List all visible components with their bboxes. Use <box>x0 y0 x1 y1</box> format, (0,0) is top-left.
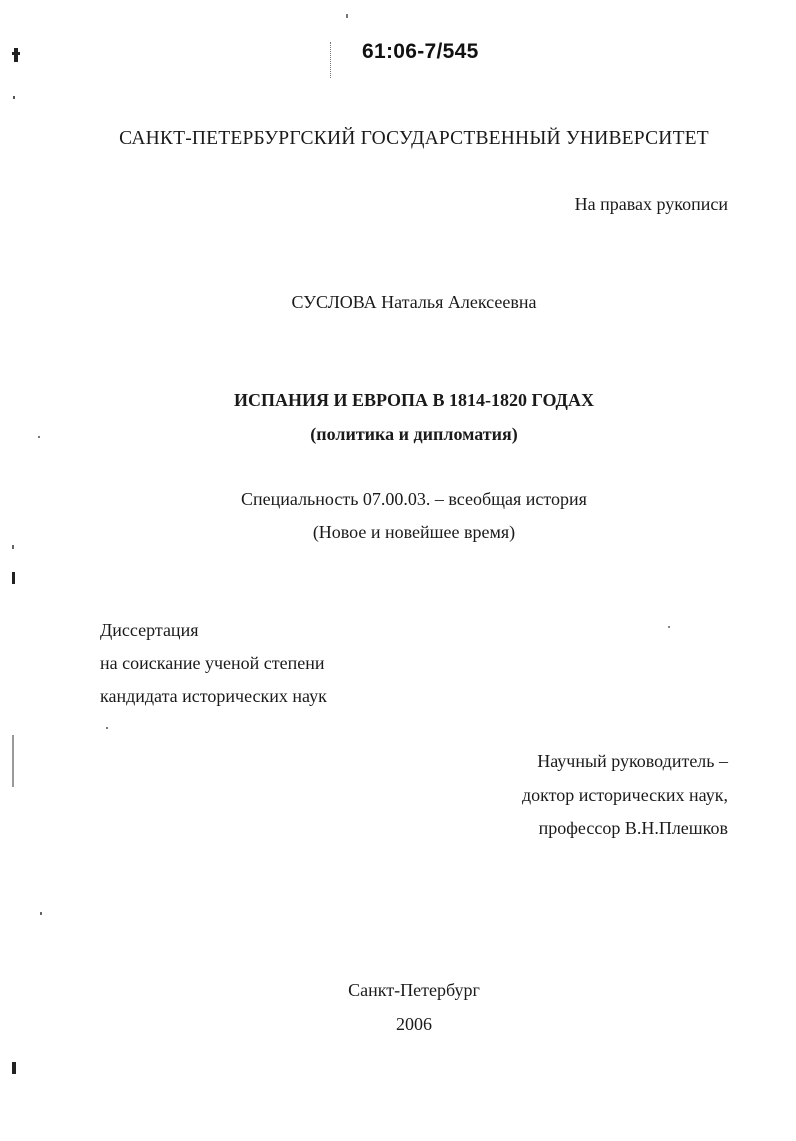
dissertation-title: ИСПАНИЯ И ЕВРОПА В 1814-1820 ГОДАХ <box>234 390 594 410</box>
scan-speck <box>12 52 20 55</box>
manuscript-rights-note: На правах рукописи <box>574 194 728 214</box>
dissertation-type-line: на соискание ученой степени <box>100 653 325 673</box>
scan-speck <box>12 545 14 549</box>
scan-speck <box>106 727 108 729</box>
scan-speck <box>13 96 15 99</box>
dissertation-type-line: Диссертация <box>100 620 199 640</box>
archive-stamp: 61:06-7/545 <box>362 40 479 63</box>
scan-speck <box>12 1062 16 1074</box>
specialty-line: Специальность 07.00.03. – всеобщая история <box>241 489 587 509</box>
year: 2006 <box>396 1014 432 1034</box>
scan-speck <box>12 735 14 787</box>
scan-speck <box>14 48 18 62</box>
supervisor-line: Научный руководитель – <box>537 751 728 771</box>
dissertation-type-line: кандидата исторических наук <box>100 686 327 706</box>
supervisor-line: профессор В.Н.Плешков <box>538 818 728 838</box>
scan-speck <box>668 626 670 628</box>
scan-artifact-line <box>330 42 331 78</box>
scan-speck <box>12 572 15 584</box>
university-name: САНКТ-ПЕТЕРБУРГСКИЙ ГОСУДАРСТВЕННЫЙ УНИВЕРСИТЕТ <box>119 128 709 149</box>
dissertation-subtitle: (политика и дипломатия) <box>310 424 518 444</box>
scan-speck <box>40 912 42 915</box>
specialty-period: (Новое и новейшее время) <box>312 522 516 542</box>
city: Санкт-Петербург <box>348 980 480 1000</box>
supervisor-line: доктор исторических наук, <box>522 785 728 805</box>
scan-speck <box>346 14 348 18</box>
author-name: СУСЛОВА Наталья Алексеевна <box>291 292 537 312</box>
